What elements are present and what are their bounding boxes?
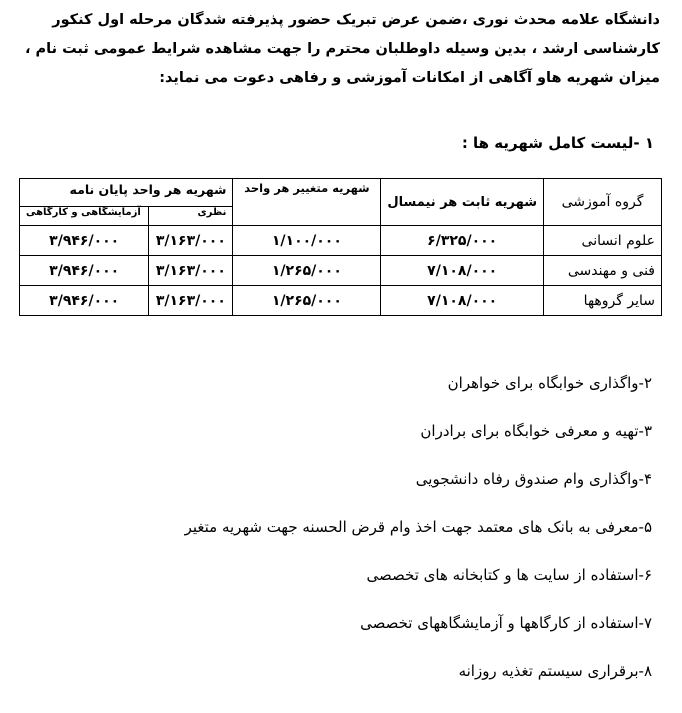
cell-group: فنی و مهندسی: [544, 256, 662, 286]
table-row: [20, 256, 662, 286]
header-variable-fee: شهریه متغییر هر واحد: [233, 179, 381, 226]
table-header-row: [20, 179, 662, 207]
cell-lab-fee: ۳/۹۴۶/۰۰۰: [20, 286, 149, 316]
cell-variable-fee: ۱/۲۶۵/۰۰۰: [233, 256, 381, 286]
list-item: ۲-واگذاری خوابگاه برای خواهران: [447, 374, 652, 392]
header-lab-workshop: آزمایشگاهی و کارگاهی: [20, 207, 149, 226]
list-item: ۷-استفاده از کارگاهها و آزمایشگاههای تخصصی: [360, 614, 652, 632]
cell-fixed-fee: ۷/۱۰۸/۰۰۰: [381, 286, 544, 316]
table-row: [20, 226, 662, 256]
cell-lab-fee: ۳/۹۴۶/۰۰۰: [20, 226, 149, 256]
cell-lab-fee: ۳/۹۴۶/۰۰۰: [20, 256, 149, 286]
cell-theoretical-fee: ۳/۱۶۳/۰۰۰: [149, 286, 233, 316]
cell-group: علوم انسانی: [544, 226, 662, 256]
cell-theoretical-fee: ۳/۱۶۳/۰۰۰: [149, 256, 233, 286]
cell-theoretical-fee: ۳/۱۶۳/۰۰۰: [149, 226, 233, 256]
intro-line: میزان شهریه هاو آگاهی از امکانات آموزشی و رفاهی دعوت می نماید:: [159, 70, 660, 86]
list-item: ۶-استفاده از سایت ها و کتابخانه های تخصصی: [366, 566, 652, 584]
cell-variable-fee: ۱/۲۶۵/۰۰۰: [233, 286, 381, 316]
list-item: ۵-معرفی به بانک های معتمد جهت اخذ وام قرض الحسنه جهت شهریه متغیر: [184, 518, 652, 536]
intro-paragraph: [14, 6, 660, 93]
list-item: ۴-واگذاری وام صندوق رفاه دانشجویی: [415, 470, 652, 488]
facilities-list: [10, 368, 652, 704]
cell-fixed-fee: ۶/۳۲۵/۰۰۰: [381, 226, 544, 256]
fee-list-heading: ۱ -لیست کامل شهریه ها :: [461, 134, 654, 152]
header-theoretical: نظری: [149, 207, 233, 226]
header-thesis-fee: شهریه هر واحد پایان نامه: [20, 179, 233, 207]
header-fixed-fee: شهریه ثابت هر نیمسال: [381, 179, 544, 226]
list-item: ۳-تهیه و معرفی خوابگاه برای برادران: [420, 422, 652, 440]
header-group: گروه آموزشی: [544, 179, 662, 226]
list-item: ۸-برقراری سیستم تغذیه روزانه: [458, 662, 652, 680]
table-row: [20, 286, 662, 316]
tuition-fee-table: [19, 178, 662, 316]
cell-variable-fee: ۱/۱۰۰/۰۰۰: [233, 226, 381, 256]
cell-group: سایر گروهها: [544, 286, 662, 316]
intro-line: دانشگاه علامه محدث نوری ،ضمن عرض تبریک حضور پذیرفته شدگان مرحله اول کنکور: [52, 12, 660, 28]
intro-line: کارشناسی ارشد ، بدین وسیله داوطلبان محترم را جهت مشاهده شرایط عمومی ثبت نام ،: [24, 41, 660, 57]
cell-fixed-fee: ۷/۱۰۸/۰۰۰: [381, 256, 544, 286]
